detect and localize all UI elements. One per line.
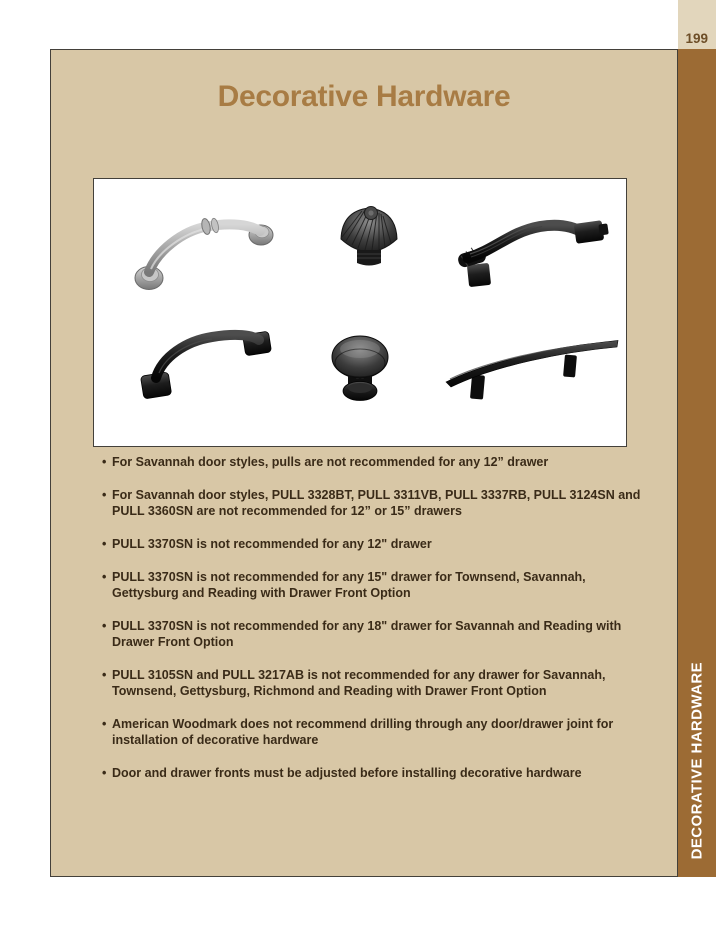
bullet-dot: • <box>102 488 107 502</box>
notes-list <box>102 454 642 798</box>
page-number-cell <box>678 0 716 49</box>
product-pull-arched-black-icon <box>457 220 609 287</box>
note-item <box>102 487 642 519</box>
note-item <box>102 618 642 650</box>
note-text: Door and drawer fronts must be adjusted before installing decorative hardware <box>112 766 582 780</box>
bullet-dot: • <box>102 537 107 551</box>
note-text: PULL 3105SN and PULL 3217AB is not recommended for any drawer for Savannah, Townsend, Gettysburg, Richmond and Reading with Drawer Front Option <box>112 668 606 698</box>
bullet-dot: • <box>102 455 107 469</box>
note-text: PULL 3370SN is not recommended for any 15" drawer for Townsend, Savannah, Gettysburg and Reading with Drawer Front Option <box>112 570 586 600</box>
note-item <box>102 667 642 699</box>
note-text: For Savannah door styles, pulls are not recommended for any 12” drawer <box>112 455 549 469</box>
note-item <box>102 765 642 781</box>
product-knob-fluted-icon <box>341 207 397 266</box>
content-panel <box>50 49 678 877</box>
bullet-dot: • <box>102 668 107 682</box>
bullet-dot: • <box>102 766 107 780</box>
note-item <box>102 454 642 470</box>
bullet-dot: • <box>102 717 107 731</box>
bullet-dot: • <box>102 619 107 633</box>
page-title: Decorative Hardware <box>217 80 511 113</box>
page-number: 199 <box>685 31 708 46</box>
bullet-dot: • <box>102 570 107 584</box>
note-text: American Woodmark does not recommend drilling through any door/drawer joint for installation of decorative hardware <box>112 717 614 747</box>
note-text: For Savannah door styles, PULL 3328BT, PULL 3311VB, PULL 3337RB, PULL 3124SN and PULL 3360SN are not recommended for 12” or 15” drawers <box>112 488 641 518</box>
note-text: PULL 3370SN is not recommended for any 18" drawer for Savannah and Reading with Drawer Front Option <box>112 619 622 649</box>
section-tab-label: DECORATIVE HARDWARE <box>688 661 706 859</box>
product-bar-pull-icon <box>446 341 618 400</box>
note-item <box>102 569 642 601</box>
note-text: PULL 3370SN is not recommended for any 12" drawer <box>112 537 432 551</box>
product-pull-square-feet-icon <box>140 331 271 399</box>
product-pull-satin-nickel-icon <box>135 218 273 290</box>
product-knob-round-icon <box>332 336 388 401</box>
product-image-box <box>93 178 627 447</box>
note-item <box>102 716 642 748</box>
hardware-products-image <box>94 179 628 448</box>
note-item <box>102 536 642 552</box>
section-tab <box>678 49 716 877</box>
